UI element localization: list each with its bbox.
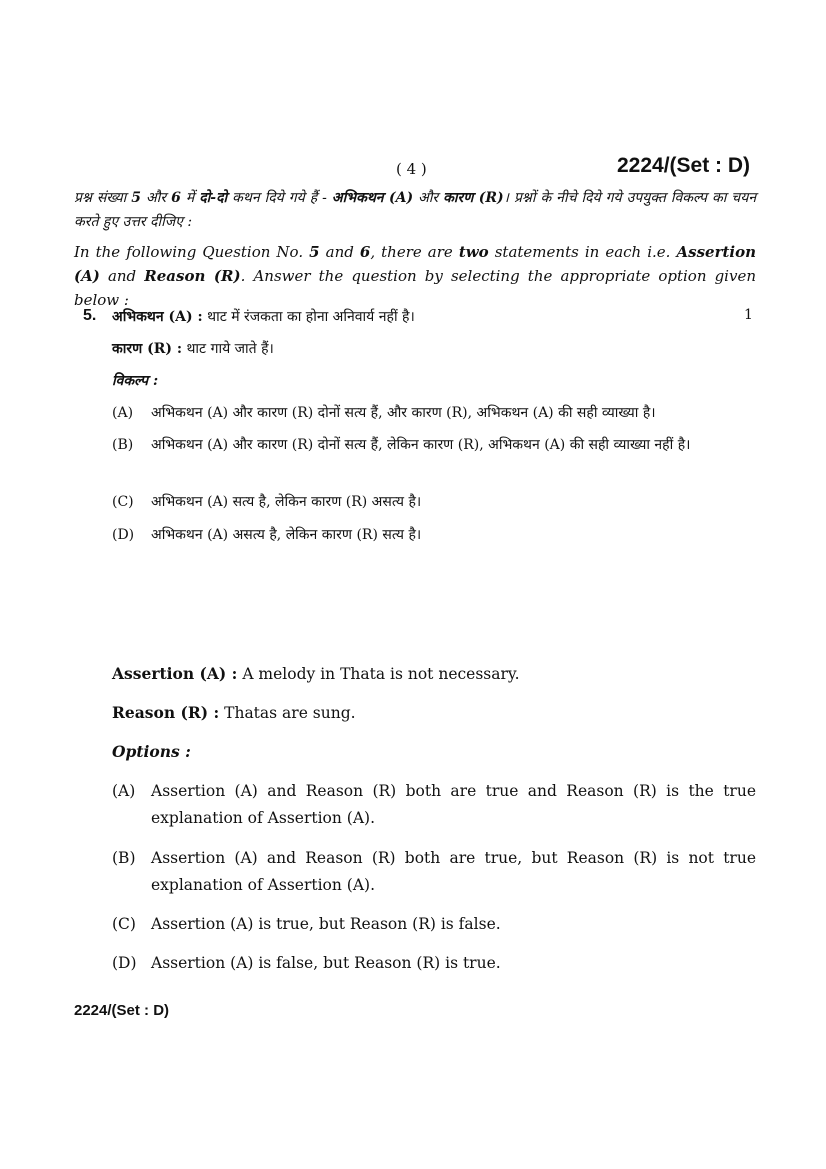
option-text: अभिकथन (A) असत्य है, लेकिन कारण (R) सत्य है। bbox=[151, 527, 422, 543]
instr-hi-text: में bbox=[185, 190, 195, 206]
option-english-d bbox=[112, 950, 756, 977]
assertion-hindi-text: थाट में रंजकता का होना अनिवार्य नहीं है। bbox=[207, 309, 415, 325]
page-number: ( 4 ) bbox=[396, 160, 427, 178]
option-english-a bbox=[112, 778, 756, 832]
assertion-hindi bbox=[112, 305, 415, 329]
set-code-footer: 2224/(Set : D) bbox=[74, 1002, 170, 1019]
options-label-english: Options : bbox=[112, 742, 191, 761]
option-label: (A) bbox=[112, 782, 136, 800]
option-text: Assertion (A) is true, but Reason (R) is false. bbox=[151, 915, 501, 933]
instructions-english bbox=[74, 240, 756, 312]
instr-en-assertion: Assertion (A) bbox=[74, 243, 757, 285]
option-label: (A) bbox=[112, 405, 134, 421]
options-label-hindi: विकल्प : bbox=[112, 373, 159, 389]
reason-hindi-label: कारण (R) : bbox=[112, 341, 183, 357]
reason-english bbox=[112, 703, 356, 722]
instr-hi-text: । प्रश्नों के नीचे दिये गये उपयुक्त विकल्प का चयन करते हुए उत्तर दीजिए : bbox=[74, 190, 757, 230]
option-hindi-b bbox=[112, 433, 756, 457]
instr-hi-q6: 6 bbox=[171, 190, 181, 206]
option-label: (B) bbox=[112, 437, 134, 453]
option-hindi-c bbox=[112, 490, 756, 514]
assertion-english-text: A melody in Thata is not necessary. bbox=[242, 665, 520, 683]
question-number: 5. bbox=[83, 307, 97, 324]
option-hindi-a bbox=[112, 401, 756, 425]
option-label: (D) bbox=[112, 527, 135, 543]
assertion-english-label: Assertion (A) : bbox=[112, 664, 238, 683]
instr-hi-reason: कारण (R) bbox=[443, 190, 504, 206]
instr-en-text: and bbox=[107, 267, 137, 285]
option-english-b bbox=[112, 845, 756, 899]
option-label: (D) bbox=[112, 954, 137, 972]
set-code-header: 2224/(Set : D) bbox=[617, 154, 751, 177]
option-text: अभिकथन (A) और कारण (R) दोनों सत्य हैं, लेकिन कारण (R), अभिकथन (A) की सही व्याख्या नहीं है। bbox=[151, 437, 691, 453]
instr-en-reason: Reason (R) bbox=[144, 267, 241, 285]
instr-hi-assertion: अभिकथन (A) bbox=[331, 190, 414, 206]
instr-en-two: two bbox=[458, 243, 489, 261]
option-text: अभिकथन (A) और कारण (R) दोनों सत्य हैं, और कारण (R), अभिकथन (A) की सही व्याख्या है। bbox=[151, 405, 656, 421]
option-label: (B) bbox=[112, 849, 136, 867]
reason-hindi-text: थाट गाये जाते हैं। bbox=[186, 341, 274, 357]
instr-hi-do-do: दो-दो bbox=[199, 190, 228, 206]
reason-hindi bbox=[112, 337, 274, 361]
instr-hi-text: प्रश्न संख्या bbox=[74, 190, 127, 206]
instr-hi-text: कथन दिये गये हैं - bbox=[232, 190, 327, 206]
option-text: Assertion (A) is false, but Reason (R) is true. bbox=[151, 954, 501, 972]
option-english-c bbox=[112, 911, 756, 938]
instr-hi-text: और bbox=[146, 190, 167, 206]
instructions-hindi bbox=[74, 186, 756, 234]
option-text: Assertion (A) and Reason (R) both are true, but Reason (R) is not true explanation of Assertion (A). bbox=[151, 849, 756, 894]
question-marks: 1 bbox=[744, 307, 753, 323]
instr-en-text: and bbox=[325, 243, 354, 261]
instr-hi-text: और bbox=[418, 190, 439, 206]
option-text: अभिकथन (A) सत्य है, लेकिन कारण (R) असत्य है। bbox=[151, 494, 422, 510]
reason-english-text: Thatas are sung. bbox=[224, 704, 356, 722]
instr-en-text: statements in each i.e. bbox=[494, 243, 671, 261]
instr-en-q5: 5 bbox=[309, 243, 320, 261]
instr-en-q6: 6 bbox=[359, 243, 371, 261]
instr-en-text: . Answer the question by selecting the appropriate option given below : bbox=[74, 267, 756, 309]
option-hindi-d bbox=[112, 523, 756, 547]
assertion-english bbox=[112, 664, 520, 683]
option-text: Assertion (A) and Reason (R) both are true and Reason (R) is the true explanation of Assertion (A). bbox=[151, 782, 756, 827]
assertion-hindi-label: अभिकथन (A) : bbox=[112, 309, 203, 325]
option-label: (C) bbox=[112, 915, 136, 933]
option-label: (C) bbox=[112, 494, 134, 510]
reason-english-label: Reason (R) : bbox=[112, 703, 220, 722]
instr-en-text: In the following Question No. bbox=[74, 243, 304, 261]
instr-en-text: , there are bbox=[370, 243, 453, 261]
instr-hi-q5: 5 bbox=[131, 190, 142, 206]
